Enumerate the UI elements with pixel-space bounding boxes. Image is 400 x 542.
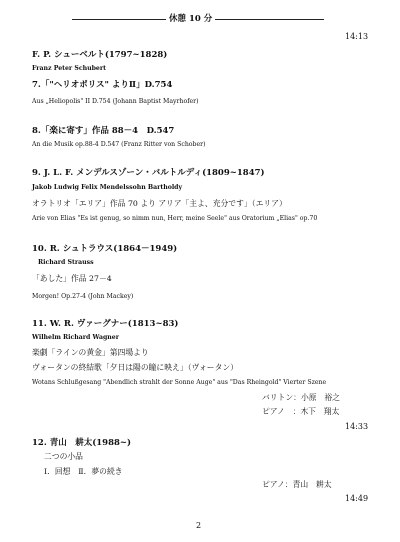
composer-heading-schubert: F. P. シューベルト(1797~1828) bbox=[32, 50, 168, 60]
time-12: 14:49 bbox=[345, 494, 369, 503]
piece-title-jp-10: 「あした」作品 27－4 bbox=[32, 274, 112, 283]
composer-heading-mendelssohn: 9. J. L. F. メンデルスゾーン・バルトルディ(1809~1847) bbox=[32, 168, 265, 178]
intermission-label: 休憩 10 分 bbox=[166, 12, 215, 24]
composer-heading-strauss: 10. R. シュトラウス(1864－1949) bbox=[32, 244, 178, 254]
piece-title-jp-7: 7.「"ヘリオポリス" よりⅡ」D.754 bbox=[32, 80, 173, 90]
intermission-time: 14:13 bbox=[345, 32, 369, 41]
performer-baritone: バリトン：小原 裕之 bbox=[262, 393, 340, 402]
page-number: 2 bbox=[196, 521, 202, 530]
piece-title-de-10: Morgen! Op.27-4 (John Mackey) bbox=[32, 293, 134, 300]
piece-title-jp-12a: 二つの小品 bbox=[44, 452, 83, 461]
piece-title-de-8: An die Musik op.88-4 D.547 (Franz Ritter von Schober) bbox=[32, 141, 206, 148]
piece-title-jp-12b: Ⅰ．回想 Ⅱ．夢の続き bbox=[44, 467, 123, 476]
composer-name-schubert: Franz Peter Schubert bbox=[32, 65, 106, 72]
time-11: 14:33 bbox=[345, 422, 369, 431]
piece-title-jp-9: オラトリオ「エリア」作品 70 より アリア「主よ、充分です」（エリア） bbox=[32, 199, 287, 208]
piece-title-de-7: Aus „Heliopolis" II D.754 (Johann Baptist Mayrhofer) bbox=[32, 98, 199, 105]
piece-title-jp-11b: ヴォータンの終結歌「夕日は陽の瞳に映え」（ヴォータン） bbox=[32, 363, 238, 372]
piece-title-jp-11a: 楽劇「ラインの黄金」第四場より bbox=[32, 348, 149, 357]
performer-piano-11: ピアノ ：木下 翔太 bbox=[262, 407, 340, 416]
piece-title-de-9: Arie von Elias "Es ist genug, so nimm nun, Herr, meine Seele" aus Oratorium „Elias" op.70 bbox=[32, 215, 318, 222]
performer-piano-12: ピアノ：青山 耕太 bbox=[262, 480, 332, 489]
composer-heading-wagner: 11. W. R. ヴァーグナー(1813~83) bbox=[32, 319, 179, 329]
piece-title-de-11: Wotans Schlußgesang "Abendlich strahlt der Sonne Auge" aus "Das Rheingold" Vierter Szene bbox=[32, 379, 327, 386]
composer-heading-aoyama: 12. 青山 耕太(1988~) bbox=[32, 438, 132, 448]
piece-title-jp-8: 8.「楽に寄す」作品 88－4 D.547 bbox=[32, 126, 175, 136]
composer-name-strauss: Richard Strauss bbox=[38, 259, 94, 266]
composer-name-wagner: Wilhelm Richard Wagner bbox=[32, 334, 119, 341]
composer-name-mendelssohn: Jakob Ludwig Felix Mendelssohn Bartholdy bbox=[32, 184, 183, 191]
